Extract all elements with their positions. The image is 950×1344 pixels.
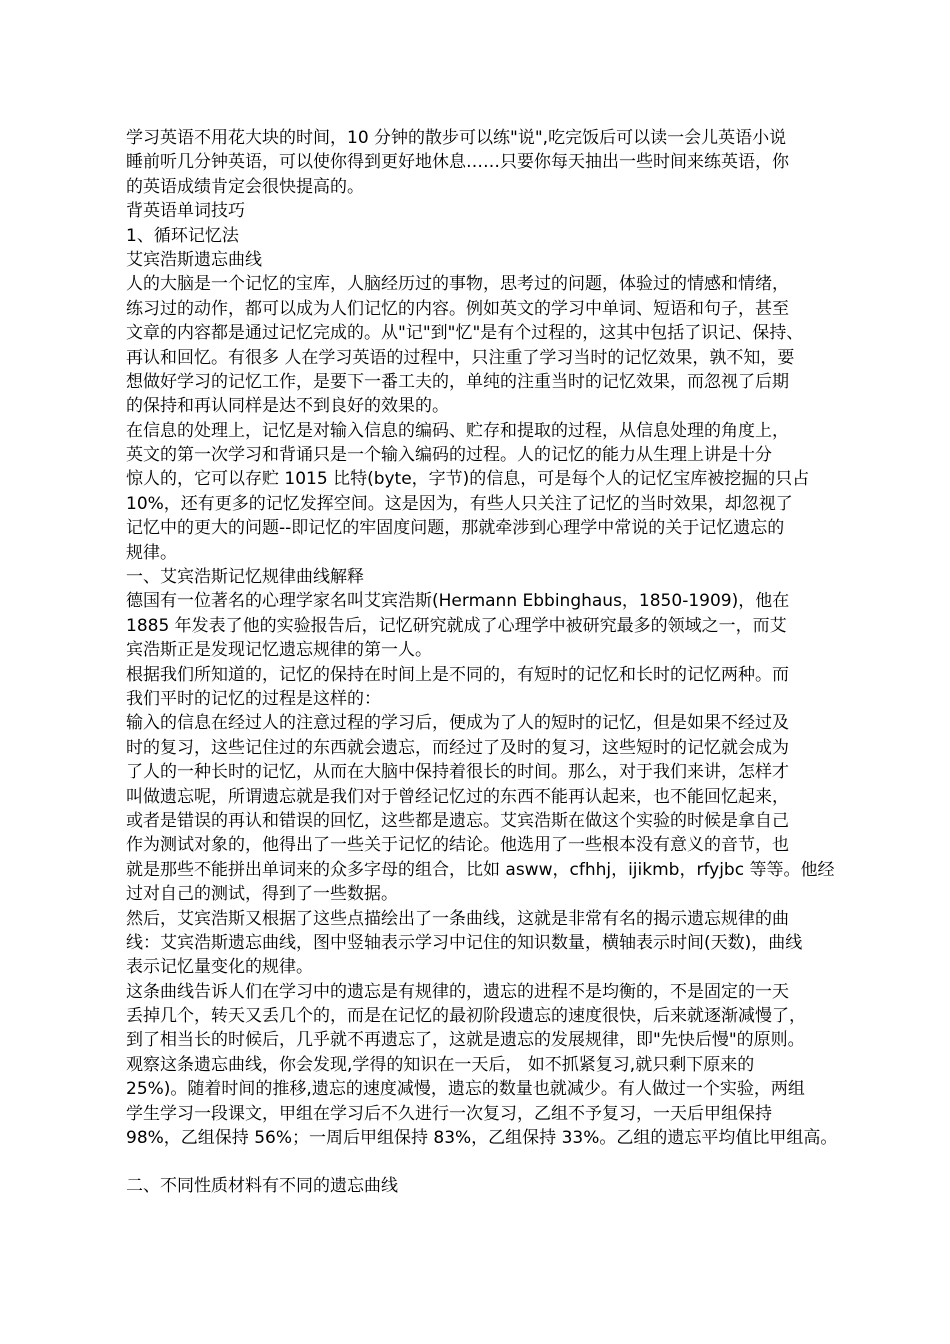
text-line: 丢掉几个，转天又丢几个的，而是在记忆的最初阶段遗忘的速度很快，后来就逐渐减慢了， xyxy=(126,1006,806,1027)
text-line: 英文的第一次学习和背诵只是一个输入编码的过程。人的记忆的能力从生理上讲是十分 xyxy=(126,445,772,466)
text-line: 惊人的，它可以存贮 1015 比特(byte，字节)的信息，可是每个人的记忆宝库被挖掘的只占 xyxy=(126,469,810,490)
section-heading: 二、不同性质材料有不同的遗忘曲线 xyxy=(126,1176,398,1197)
text-line: 睡前听几分钟英语，可以使你得到更好地休息……只要你每天抽出一些时间来练英语，你 xyxy=(126,152,789,173)
text-line: 记忆中的更大的问题--即记忆的牢固度问题，那就牵涉到心理学中常说的关于记忆遗忘的 xyxy=(126,518,785,539)
text-line: 的英语成绩肯定会很快提高的。 xyxy=(126,176,364,197)
text-line: 表示记忆量变化的规律。 xyxy=(126,957,313,978)
text-line: 25%)。随着时间的推移,遗忘的速度减慢，遗忘的数量也就减少。有人做过一个实验，两组 xyxy=(126,1079,805,1100)
text-line: 艾宾浩斯遗忘曲线 xyxy=(126,249,262,270)
text-line: 规律。 xyxy=(126,542,177,563)
text-line: 就是那些不能拼出单词来的众多字母的组合，比如 asww，cfhhj，ijikmb，rfyjbc 等等。他经 xyxy=(126,859,835,880)
text-line: 在信息的处理上，记忆是对输入信息的编码、贮存和提取的过程，从信息处理的角度上， xyxy=(126,420,789,441)
text-line: 根据我们所知道的，记忆的保持在时间上是不同的，有短时的记忆和长时的记忆两种。而 xyxy=(126,664,789,685)
text-line: 宾浩斯正是发现记忆遗忘规律的第一人。 xyxy=(126,640,432,661)
text-line: 时的复习，这些记住过的东西就会遗忘，而经过了及时的复习，这些短时的记忆就会成为 xyxy=(126,737,789,758)
blank-line xyxy=(126,1150,866,1174)
text-line: 叫做遗忘呢，所谓遗忘就是我们对于曾经记忆过的东西不能再认起来，也不能回忆起来， xyxy=(126,786,789,807)
text-line: 输入的信息在经过人的注意过程的学习后，便成为了人的短时的记忆，但是如果不经过及 xyxy=(126,713,789,734)
text-line: 人的大脑是一个记忆的宝库，人脑经历过的事物，思考过的问题，体验过的情感和情绪， xyxy=(126,274,789,295)
text-line: 了人的一种长时的记忆，从而在大脑中保持着很长的时间。那么，对于我们来讲，怎样才 xyxy=(126,762,789,783)
text-line: 98%，乙组保持 56%；一周后甲组保持 83%，乙组保持 33%。乙组的遗忘平均值比甲组高。 xyxy=(126,1128,838,1149)
text-line: 然后，艾宾浩斯又根据了这些点描绘出了一条曲线，这就是非常有名的揭示遗忘规律的曲 xyxy=(126,908,789,929)
text-line: 线：艾宾浩斯遗忘曲线，图中竖轴表示学习中记住的知识数量，横轴表示时间(天数)，曲线 xyxy=(126,932,803,953)
document-page xyxy=(126,126,866,1199)
text-line: 练习过的动作，都可以成为人们记忆的内容。例如英文的学习中单词、短语和句子，甚至 xyxy=(126,298,789,319)
text-line: 这条曲线告诉人们在学习中的遗忘是有规律的，遗忘的进程不是均衡的，不是固定的一天 xyxy=(126,981,789,1002)
text-line: 过对自己的测试，得到了一些数据。 xyxy=(126,884,398,905)
text-line: 10%，还有更多的记忆发挥空间。这是因为，有些人只关注了记忆的当时效果，却忽视了 xyxy=(126,493,793,514)
text-line: 作为测试对象的，他得出了一些关于记忆的结论。他选用了一些根本没有意义的音节，也 xyxy=(126,835,789,856)
text-line: 我们平时的记忆的过程是这样的： xyxy=(126,688,381,709)
text-line: 学习英语不用花大块的时间，10 分钟的散步可以练"说",吃完饭后可以读一会儿英语小说 xyxy=(126,128,787,148)
text-line: 1、循环记忆法 xyxy=(126,225,239,246)
document-body xyxy=(126,126,866,1150)
text-line: 背英语单词技巧 xyxy=(126,201,245,222)
text-line: 1885 年发表了他的实验报告后，记忆研究就成了心理学中被研究最多的领域之一，而艾 xyxy=(126,615,787,636)
text-line: 德国有一位著名的心理学家名叫艾宾浩斯(Hermann Ebbinghaus，1850-1909)，他在 xyxy=(126,591,790,612)
text-line: 文章的内容都是通过记忆完成的。从"记"到"忆"是有个过程的，这其中包括了识记、保持、 xyxy=(126,323,804,344)
text-line: 一、艾宾浩斯记忆规律曲线解释 xyxy=(126,567,364,588)
text-line: 再认和回忆。有很多 人在学习英语的过程中，只注重了学习当时的记忆效果，孰不知，要 xyxy=(126,347,795,368)
text-line: 的保持和再认同样是达不到良好的效果的。 xyxy=(126,396,449,417)
text-line: 想做好学习的记忆工作，是要下一番工夫的，单纯的注重当时的记忆效果，而忽视了后期 xyxy=(126,371,789,392)
text-line: 观察这条遗忘曲线，你会发现,学得的知识在一天后， 如不抓紧复习,就只剩下原来的 xyxy=(126,1054,755,1075)
text-line: 到了相当长的时候后，几乎就不再遗忘了，这就是遗忘的发展规律，即"先快后慢"的原则。 xyxy=(126,1030,805,1051)
text-line: 学生学习一段课文，甲组在学习后不久进行一次复习，乙组不予复习，一天后甲组保持 xyxy=(126,1103,772,1124)
text-line: 或者是错误的再认和错误的回忆，这些都是遗忘。艾宾浩斯在做这个实验的时候是拿自己 xyxy=(126,810,789,831)
